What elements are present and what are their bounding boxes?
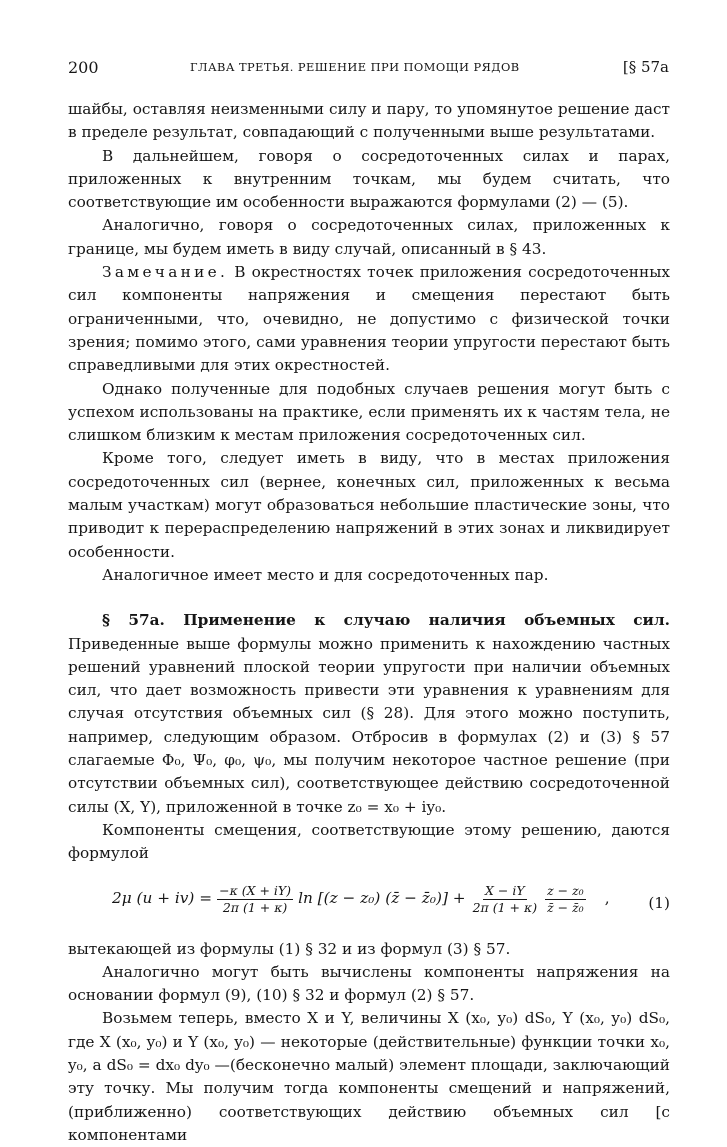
paragraph-derivation-source: вытекающей из формулы (1) § 32 и из формул (3) § 57. — [68, 939, 511, 958]
formula-1 — [68, 872, 670, 930]
fraction-conjugate-denominator: 2π (1 + κ) — [472, 899, 538, 915]
formula-expression — [110, 884, 612, 915]
fraction-force — [217, 884, 293, 915]
section-57a-text: Приведенные выше формулы можно применить к нахождению частных решений уравнений плоской теории упругости при наличии объемных сил, что дает возможность привести эти уравнения к уравнениям для случая отсутствия объемных сил (§ 28). Для этого можно поступить, например, следующим образом. Отбросив в формулах (2) и (3) § 57 слагаемые Φ₀, Ψ₀, φ₀, ψ₀, мы получим некоторое частное решение (при отсутствии объемных сил), соответствующее действию сосредоточенной силы (X, Y), приложенной в точке z₀ = x₀ + iy₀. — [68, 634, 670, 816]
fraction-force-numerator: −κ (X + iY) — [219, 882, 292, 898]
paragraph-displacement-intro: Компоненты смещения, соответствующие этому решению, даются формулой — [68, 820, 670, 863]
fraction-ratio — [545, 884, 586, 915]
paragraph-section-57a — [68, 609, 670, 819]
remark-label: Замечание. — [102, 263, 229, 282]
paragraph-remark — [68, 261, 670, 377]
formula-lhs: 2μ (u + iv) = — [112, 889, 213, 908]
formula-log-term: ln [(z − z₀) (z̄ − z̄₀)] + — [298, 889, 466, 908]
paragraph-body-forces: Возьмем теперь, вместо X и Y, величины X (x₀, y₀) dS₀, Y (x₀, y₀) dS₀, где X (x₀, y₀) и Y (x₀, y₀) — некоторые (действительные) функции точки x₀, y₀, а dS₀ = dx₀ dy₀ —(бесконечно малый) элемент площади, заключающий эту точку. Мы получим тогда компоненты смещений и напряжений, (приближенно) соответствующих действию объемных сил [с компонентами — [68, 1009, 670, 1144]
chapter-title: ГЛАВА ТРЕТЬЯ. РЕШЕНИЕ ПРИ ПОМОЩИ РЯДОВ — [190, 60, 520, 74]
remark-text: В окрестностях точек приложения сосредоточенных сил компоненты напряжения и смещения перестают быть ограниченными, что, очевидно, не допустимо с физической точки зрения; помимо этого, сами уравнения теории упругости перестают быть справедливыми для этих окрестностей. — [68, 263, 670, 375]
paragraph-singularities: В дальнейшем, говоря о сосредоточенных силах и парах, приложенных к внутренним точкам, мы будем считать, что соответствующие им особенности выражаются формулами (2) — (5). — [68, 146, 670, 212]
paragraph-plastic-zones: Кроме того, следует иметь в виду, что в местах приложения сосредоточенных сил (вернее, конечных сил, приложенных к весьма малым участкам) могут образоваться небольшие пластические зоны, что приводит к перераспределению напряжений в этих зонах и ликвидирует особенности. — [68, 449, 670, 561]
fraction-conjugate-force — [471, 884, 539, 915]
paragraph-concentrated-pairs: Аналогичное имеет место и для сосредоточенных пар. — [102, 565, 549, 584]
paragraph-boundary-forces: Аналогично, говоря о сосредоточенных силах, приложенных к границе, мы будем иметь в виду случай, описанный в § 43. — [68, 216, 670, 258]
paragraph-stress-components: Аналогично могут быть вычислены компоненты напряжения на основании формул (9), (10) § 32 и формул (2) § 57. — [68, 962, 670, 1005]
fraction-ratio-denominator: z̄ − z̄₀ — [547, 899, 584, 915]
fraction-force-denominator: 2π (1 + κ) — [222, 899, 288, 915]
paragraph-washer: шайбы, оставляя неизменными силу и пару, то упомянутое решение даст в пределе результат, совпадающий с полученными выше результатами. — [68, 100, 670, 142]
page-body — [68, 98, 670, 1147]
running-head — [68, 58, 669, 82]
section-gap — [68, 587, 670, 609]
fraction-conjugate-numerator: X − iY — [485, 882, 525, 898]
section-heading: § 57а. Применение к случаю наличия объемных сил. — [102, 611, 670, 630]
formula-comma: , — [604, 889, 610, 908]
paragraph-practical-use: Однако полученные для подобных случаев решения могут быть с успехом использованы на практике, если применять их к частям тела, не слишком близким к местам приложения сосредоточенных сил. — [68, 379, 670, 445]
page-number: 200 — [68, 58, 99, 77]
fraction-ratio-numerator: z − z₀ — [547, 882, 584, 898]
section-reference: [§ 57а — [622, 58, 669, 76]
equation-number: (1) — [648, 893, 670, 912]
